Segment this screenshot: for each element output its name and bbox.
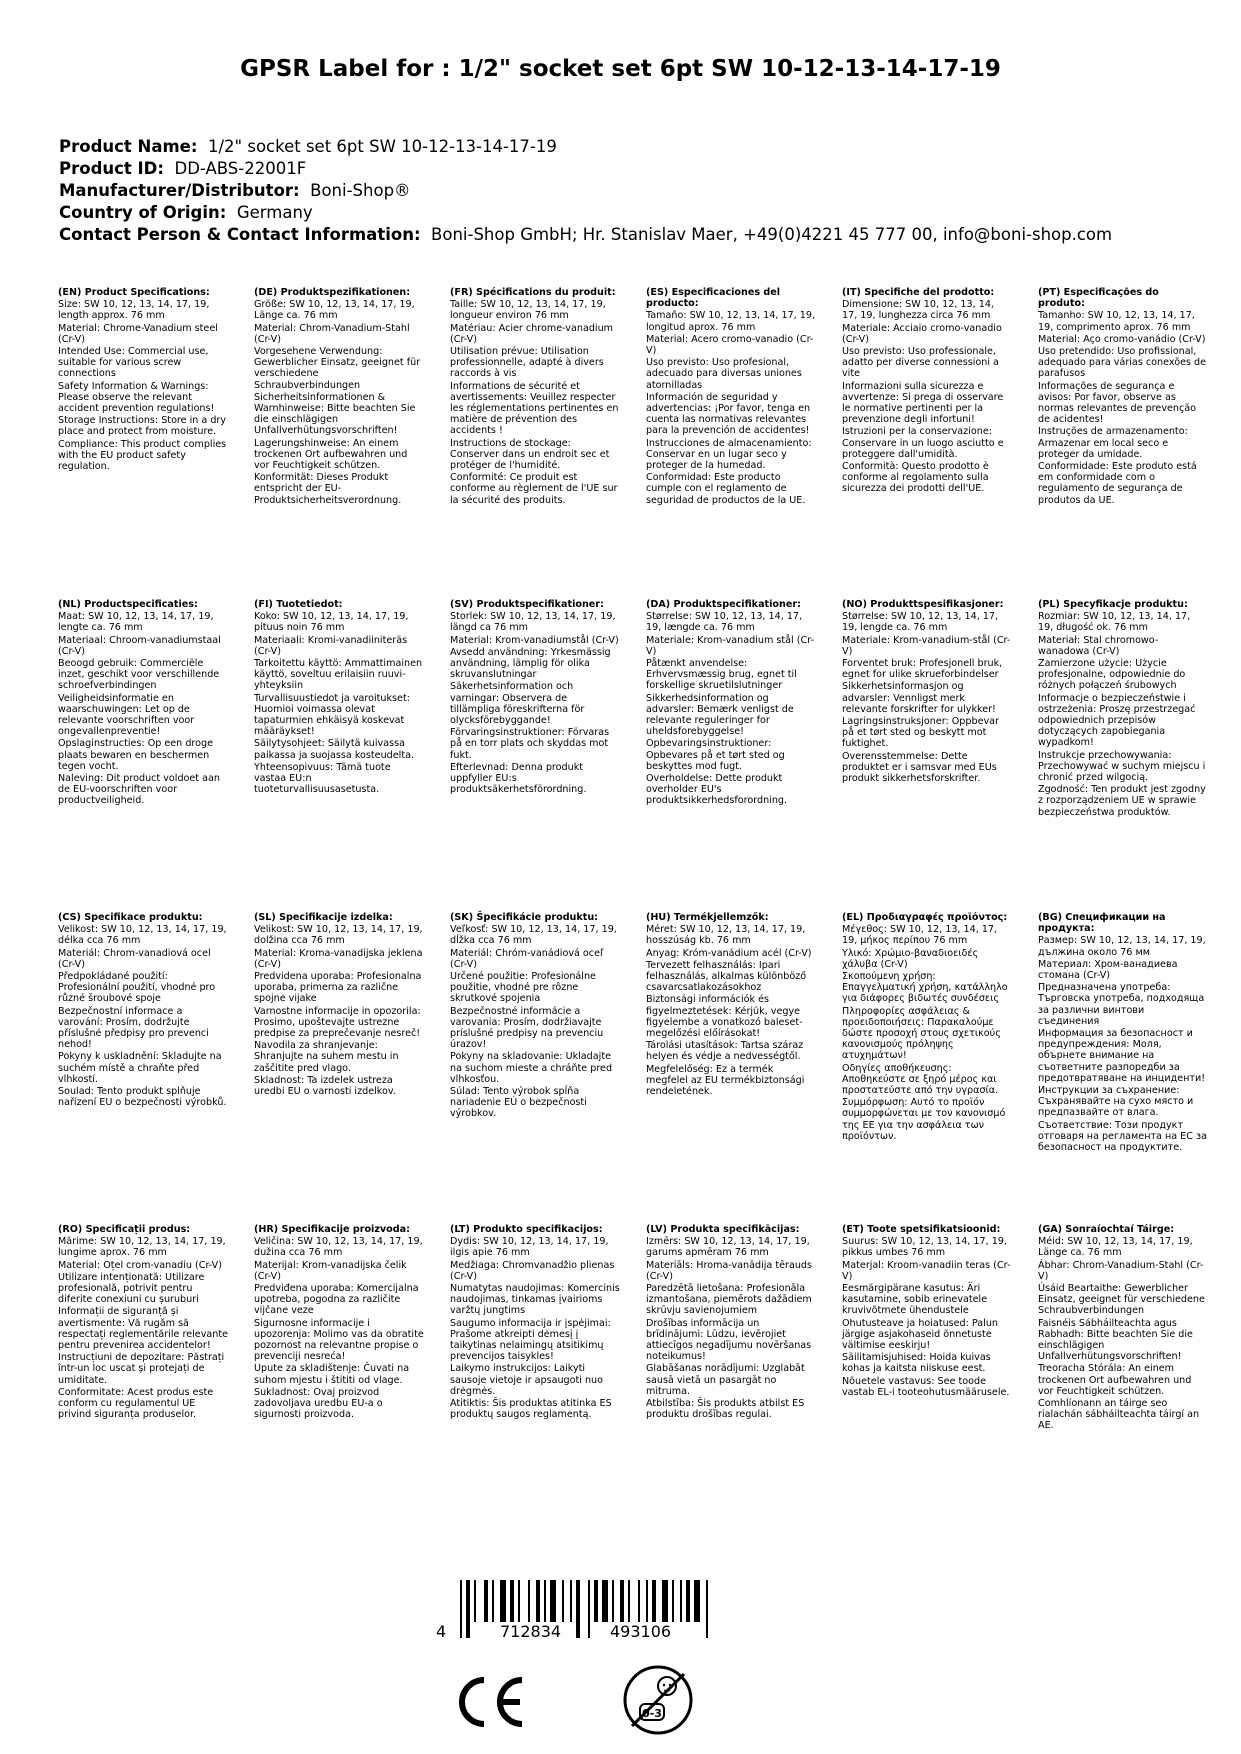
spec-line: Eesmärgipärane kasutus: Äri kasutamine, sobib erinevatele kruvivõtmete ühendustele bbox=[842, 1283, 988, 1317]
language-heading: (FI) Tuotetiedot: bbox=[254, 599, 343, 610]
language-heading: (LT) Produkto specifikacijos: bbox=[450, 1224, 603, 1235]
spec-line: Størrelse: SW 10, 12, 13, 14, 17, 19, længde ca. 76 mm bbox=[646, 611, 803, 634]
barcode-bar bbox=[628, 1580, 630, 1622]
spec-line: Materiale: Acciaio cromo-vanadio (Cr-V) bbox=[842, 322, 1002, 345]
spec-line: Soulad: Tento produkt splňuje nařízení EU o bezpečnosti výrobků. bbox=[58, 1086, 227, 1109]
marks-area bbox=[0, 1580, 1241, 1754]
language-block bbox=[1038, 1224, 1208, 1432]
spec-line: Izmērs: SW 10, 12, 13, 14, 17, 19, garums apmēram 76 mm bbox=[646, 1236, 810, 1259]
spec-line: Treoracha Stórála: An einem trockenen Ort aufbewahren und vor Feuchtigkeit schützen. bbox=[1038, 1363, 1192, 1397]
barcode-bar bbox=[686, 1580, 690, 1622]
spec-line: Material: Acero cromo-vanadio (Cr-V) bbox=[646, 333, 814, 357]
language-block bbox=[254, 287, 424, 506]
spec-line: Materiál: Chrom-vanadiová ocel (Cr-V) bbox=[58, 947, 211, 970]
info-label: Product ID: bbox=[59, 159, 164, 178]
spec-line: Faisnéis Sábháilteachta agus Rabhadh: Bitte beachten Sie die einschlägigen Unfallverhütungsvorschriften! bbox=[1038, 1317, 1193, 1363]
info-contact bbox=[59, 224, 1209, 246]
spec-line: Beoogd gebruik: Commerciële inzet, geschikt voor verschillende schroefverbindingen bbox=[58, 658, 220, 692]
spec-line: Lagringsinstruksjoner: Oppbevar på et tørt sted og beskytt mot fuktighet. bbox=[842, 716, 999, 750]
info-label: Manufacturer/Distributor: bbox=[59, 181, 300, 200]
spec-line: Material: Oțel crom-vanadiu (Cr-V) bbox=[58, 1259, 222, 1271]
spec-line: Instruções de armazenamento: Armazenar em local seco e proteger da umidade. bbox=[1038, 426, 1188, 460]
spec-line: Ohutusteave ja hoiatused: Palun järgige asjakohaseid õnnetuste vältimise eeskirju! bbox=[842, 1317, 998, 1352]
spec-line: Informações de segurança e avisos: Por favor, observe as normas relevantes de prevenção de acidentes! bbox=[1038, 380, 1197, 426]
barcode-bar bbox=[706, 1580, 708, 1638]
language-block bbox=[646, 1224, 816, 1420]
spec-line: Istruzioni per la conservazione: Conservare in un luogo asciutto e proteggere dall'umidità. bbox=[842, 426, 1004, 460]
language-block bbox=[646, 287, 816, 506]
barcode-bar bbox=[612, 1580, 614, 1622]
spec-line: Tervezett felhasználás: Ipari felhasználás, alkalmas különböző csavarcsatlakozásokhoz bbox=[646, 959, 807, 994]
spec-line: Bezpečnostní informace a varování: Prosím, dodržujte příslušné předpisy pro prevenci nehod! bbox=[58, 1005, 209, 1051]
spec-line: Materiál: Chróm-vanádiová oceľ (Cr-V) bbox=[450, 947, 604, 970]
spec-line: Materiaal: Chroom-vanadiumstaal (Cr-V) bbox=[58, 634, 221, 657]
spec-line: Ábhar: Chrom-Vanadium-Stahl (Cr-V) bbox=[1038, 1259, 1204, 1282]
info-product-id bbox=[59, 158, 1209, 180]
barcode-bar bbox=[510, 1580, 514, 1622]
spec-line: Mărime: SW 10, 12, 13, 14, 17, 19, lungime aprox. 76 mm bbox=[58, 1236, 226, 1259]
spec-line: Atitiktis: Šis produktas atitinka ES produktų saugos reglamentą. bbox=[450, 1398, 612, 1421]
spec-line: Numatytas naudojimas: Komercinis naudojimas, tinkamas įvairioms varžtų jungtims bbox=[450, 1283, 620, 1317]
language-heading: (ET) Toote spetsifikatsioonid: bbox=[842, 1224, 1001, 1235]
barcode-digits-left: 712834 bbox=[500, 1622, 562, 1641]
barcode-bar bbox=[484, 1580, 488, 1622]
spec-line: Vorgesehene Verwendung: Gewerblicher Einsatz, geeignet für verschiedene Schraubverbindungen bbox=[254, 346, 421, 391]
spec-line: Säilytysohjeet: Säilytä kuivassa paikassa ja suojassa kosteudelta. bbox=[254, 738, 415, 761]
spec-line: Predvidena uporaba: Profesionalna uporaba, primerna za različne spojne vijake bbox=[254, 971, 422, 1005]
language-block bbox=[58, 1224, 228, 1420]
barcode bbox=[460, 1580, 715, 1640]
spec-line: Материал: Хром-ванадиева стомана (Cr-V) bbox=[1038, 958, 1178, 982]
language-block bbox=[254, 1224, 424, 1420]
spec-line: Laikymo instrukcijos: Laikyti sausoje vietoje ir apsaugoti nuo drėgmės. bbox=[450, 1363, 603, 1397]
info-value: Germany bbox=[236, 203, 313, 222]
language-block bbox=[646, 599, 816, 807]
spec-line: Dimensione: SW 10, 12, 13, 14, 17, 19, lunghezza circa 76 mm bbox=[842, 299, 994, 322]
spec-line: Materiaali: Kromi-vanadiiniteräs (Cr-V) bbox=[254, 634, 408, 657]
info-label: Country of Origin: bbox=[59, 203, 227, 222]
spec-line: Σκοπούμενη χρήση: Επαγγελματική χρήση, κατάλληλο για διάφορες βιδωτές συνδέσεις bbox=[842, 971, 1008, 1005]
language-block bbox=[842, 599, 1012, 784]
spec-line: Predviđena uporaba: Komercijalna upotreba, pogodna za različite vijčane veze bbox=[254, 1283, 419, 1317]
info-value: DD-ABS-22001F bbox=[174, 159, 307, 178]
spec-line: Storlek: SW 10, 12, 13, 14, 17, 19, längd ca 76 mm bbox=[450, 611, 616, 634]
spec-line: Размер: SW 10, 12, 13, 14, 17, 19, дължина около 76 мм bbox=[1038, 935, 1206, 958]
spec-line: Uso previsto: Uso professionale, adatto per diverse connessioni a vite bbox=[842, 346, 999, 380]
language-block bbox=[842, 912, 1012, 1142]
spec-line: Veiligheidsinformatie en waarschuwingen: Let op de relevante voorschriften voor ongevallenpreventie! bbox=[58, 692, 195, 738]
page-title: GPSR Label for : 1/2" socket set 6pt SW 10-12-13-14-17-19 bbox=[240, 56, 1001, 82]
info-manufacturer bbox=[59, 180, 1209, 202]
language-block bbox=[842, 287, 1012, 495]
spec-line: Συμμόρφωση: Αυτό το προϊόν συμμορφώνεται με τον κανονισμό της ΕΕ για την ασφάλεια των προϊόντων. bbox=[842, 1097, 1006, 1142]
spec-line: Drošības informācija un brīdinājumi: Lūdzu, ievērojiet attiecīgos negadījumu novēršanas noteikumus! bbox=[646, 1317, 812, 1363]
barcode-bar bbox=[500, 1580, 506, 1622]
spec-line: Informazioni sulla sicurezza e avvertenze: Si prega di osservare le normative pertinenti per la prevenzione degli infortuni! bbox=[842, 380, 1004, 426]
spec-line: Medžiaga: Chromvanadžio plienas (Cr-V) bbox=[450, 1259, 615, 1282]
spec-line: Material: Aço cromo-vanádio (Cr-V) bbox=[1038, 333, 1206, 345]
spec-line: Uso pretendido: Uso profissional, adequado para várias conexões de parafusos bbox=[1038, 346, 1207, 380]
spec-line: Съответствие: Този продукт отговаря на регламента на ЕС за безопасност на продуктите. bbox=[1038, 1119, 1207, 1154]
spec-line: Koko: SW 10, 12, 13, 14, 17, 19, pituus noin 76 mm bbox=[254, 611, 409, 634]
spec-line: Materiał: Stal chromowo-wanadowa (Cr-V) bbox=[1038, 634, 1159, 657]
spec-line: Tarkoitettu käyttö: Ammattimainen käyttö, soveltuu erilaisiin ruuvi-yhteyksiin bbox=[254, 658, 423, 692]
barcode-bar bbox=[594, 1580, 598, 1622]
spec-line: Suurus: SW 10, 12, 13, 14, 17, 19, pikkus umbes 76 mm bbox=[842, 1236, 1007, 1259]
language-block bbox=[450, 1224, 620, 1420]
spec-line: Sukladnost: Ovaj proizvod zadovoljava uredbu EU-a o sigurnosti proizvoda. bbox=[254, 1386, 383, 1421]
spec-line: Información de seguridad y advertencias: ¡Por favor, tenga en cuenta las normativas relevantes para la prevención de accidentes! bbox=[646, 391, 811, 437]
spec-line: Overensstemmelse: Dette produktet er i samsvar med EUs produkt sikkerhetsforskrifter. bbox=[842, 750, 997, 785]
spec-line: Størrelse: SW 10, 12, 13, 14, 17, 19, lengde ca. 76 mm bbox=[842, 611, 999, 634]
spec-line: Size: SW 10, 12, 13, 14, 17, 19, length approx. 76 mm bbox=[58, 299, 210, 322]
spec-line: Forventet bruk: Profesjonell bruk, egnet for ulike skrueforbindelser bbox=[842, 658, 1003, 681]
spec-line: Bezpečnostné informácie a varovania: Prosím, dodržiavajte príslušné predpisy na prevenciu úrazov! bbox=[450, 1005, 604, 1051]
spec-line: Velikost: SW 10, 12, 13, 14, 17, 19, délka cca 76 mm bbox=[58, 924, 227, 947]
spec-line: Intended Use: Commercial use, suitable for various screw connections bbox=[58, 346, 209, 380]
spec-line: Paredzētā lietošana: Profesionāla izmantošana, piemērots dažādiem skrūvju savienojumiem bbox=[646, 1283, 812, 1317]
spec-line: Förvaringsinstruktioner: Förvaras på en torr plats och skyddas mot fukt. bbox=[450, 727, 610, 761]
spec-line: Veľkosť: SW 10, 12, 13, 14, 17, 19, dĺžka cca 76 mm bbox=[450, 924, 617, 947]
spec-line: Uso previsto: Uso profesional, adecuado para diversas uniones atornilladas bbox=[646, 357, 802, 391]
barcode-bar bbox=[588, 1580, 590, 1638]
spec-line: Μέγεθος: SW 10, 12, 13, 14, 17, 19, μήκος περίπου 76 mm bbox=[842, 924, 998, 947]
language-heading: (GA) Sonraíochtaí Táirge: bbox=[1038, 1224, 1175, 1235]
language-heading: (SV) Produktspecifikationer: bbox=[450, 599, 604, 610]
spec-line: Avsedd användning: Yrkesmässig användning, lämplig för olika skruvanslutningar bbox=[450, 646, 611, 681]
language-heading: (SL) Specifikacije izdelka: bbox=[254, 912, 393, 923]
spec-line: Navodila za shranjevanje: Shranjujte na suhem mestu in zaščitite pred vlago. bbox=[254, 1040, 399, 1074]
spec-line: Υλικό: Χρώμιο-βαναδιοειδές χάλυβα (Cr-V) bbox=[842, 947, 979, 970]
spec-line: Säkerhetsinformation och varningar: Observera de tillämpliga föreskrifterna för olycksförebyggande! bbox=[450, 681, 585, 727]
age-label: 0-3 bbox=[642, 1707, 662, 1720]
spec-line: Material: Chrome-Vanadium steel (Cr-V) bbox=[58, 322, 218, 345]
language-heading: (FR) Spécifications du produit: bbox=[450, 287, 616, 298]
spec-line: Matériau: Acier chrome-vanadium (Cr-V) bbox=[450, 322, 614, 345]
info-value: Boni-Shop GmbH; Hr. Stanislav Maer, +49(0)4221 45 777 00, info@boni-shop.com bbox=[431, 225, 1113, 244]
spec-line: Инструкции за съхранение: Съхранявайте на сухо място и предпазвайте от влага. bbox=[1038, 1085, 1194, 1119]
spec-line: Nõuetele vastavus: See toode vastab EL-i tooteohutusmäärusele. bbox=[842, 1375, 1010, 1398]
spec-line: Zamierzone użycie: Użycie profesjonalne, odpowiednie do różnych połączeń śrubowych bbox=[1038, 658, 1186, 692]
language-block bbox=[254, 599, 424, 795]
barcode-digit-first: 4 bbox=[436, 1622, 447, 1641]
spec-line: Tárolási utasítások: Tartsa száraz helyen és védje a nedvességtől. bbox=[646, 1040, 804, 1063]
not-for-children-0-3-icon bbox=[622, 1664, 694, 1736]
barcode-bar bbox=[460, 1580, 462, 1638]
barcode-bar bbox=[550, 1580, 556, 1622]
spec-line: Méid: SW 10, 12, 13, 14, 17, 19, Länge ca. 76 mm bbox=[1038, 1236, 1193, 1259]
spec-line: Compliance: This product complies with the EU product safety regulation. bbox=[58, 438, 227, 473]
language-heading: (BG) Спецификации на продукта: bbox=[1038, 912, 1166, 935]
spec-line: Méret: SW 10, 12, 13, 14, 17, 19, hosszúság kb. 76 mm bbox=[646, 924, 806, 947]
barcode-digits-right: 493106 bbox=[610, 1622, 672, 1641]
spec-line: Glabāšanas norādījumi: Uzglabāt sausā vietā un pasargāt no mitruma. bbox=[646, 1363, 805, 1397]
language-block bbox=[58, 599, 228, 807]
product-info bbox=[59, 136, 1209, 246]
spec-line: Opbevaringsinstruktioner: Opbevares på et tørt sted og beskyttes mod fugt. bbox=[646, 738, 785, 772]
language-heading: (RO) Specificații produs: bbox=[58, 1224, 191, 1235]
spec-line: Dydis: SW 10, 12, 13, 14, 17, 19, ilgis apie 76 mm bbox=[450, 1236, 609, 1259]
info-product-name bbox=[59, 136, 1209, 158]
spec-line: Instrucciones de almacenamiento: Conservar en un lugar seco y proteger de la humedad. bbox=[646, 437, 812, 472]
spec-line: Materjal: Kroom-vanadiin teras (Cr-V) bbox=[842, 1259, 1011, 1282]
spec-line: Lagerungshinweise: An einem trockenen Ort aufbewahren und vor Feuchtigkeit schützen. bbox=[254, 437, 408, 472]
spec-line: Информация за безопасност и предупреждения: Моля, обърнете внимание на съответните разпоредби за предотвратяване на инциденти! bbox=[1038, 1028, 1206, 1084]
spec-line: Informations de sécurité et avertissements: Veuillez respecter les réglementations pertinentes en matière de prévention des accidents ! bbox=[450, 380, 619, 437]
spec-line: Instrucțiuni de depozitare: Păstrați într-un loc uscat și protejați de umiditate. bbox=[58, 1352, 225, 1386]
barcode-bar bbox=[536, 1580, 540, 1622]
spec-line: Conformidad: Este producto cumple con el reglamento de seguridad de productos de la UE. bbox=[646, 472, 806, 506]
language-heading: (ES) Especificaciones del producto: bbox=[646, 287, 781, 310]
spec-line: Materiale: Krom-vanadium-stål (Cr-V) bbox=[842, 634, 1011, 657]
spec-line: Overholdelse: Dette produkt overholder EU's produktsikkerhedsforordning. bbox=[646, 773, 788, 807]
spec-line: Comhlíonann an táirge seo rialachán sábháilteachta táirgí an AE. bbox=[1038, 1398, 1200, 1432]
spec-line: Pokyny na skladovanie: Ukladajte na suchom mieste a chráňte pred vlhkosťou. bbox=[450, 1051, 613, 1085]
barcode-bar bbox=[528, 1580, 530, 1622]
spec-line: Πληροφορίες ασφάλειας & προειδοποιήσεις: Παρακαλούμε δώστε προσοχή στους σχετικούς κανονισμούς πρόληψης ατυχημάτων! bbox=[842, 1005, 1001, 1062]
language-heading: (EL) Προδιαγραφές προϊόντος: bbox=[842, 912, 1008, 923]
spec-line: Pokyny k uskladnění: Skladujte na suchém místě a chraňte před vlhkostí. bbox=[58, 1051, 222, 1085]
spec-line: Tamanho: SW 10, 12, 13, 14, 17, 19, comprimento aprox. 76 mm bbox=[1038, 310, 1195, 333]
barcode-bar bbox=[620, 1580, 624, 1622]
language-block bbox=[1038, 599, 1208, 818]
language-heading: (IT) Specifiche del prodotto: bbox=[842, 287, 995, 298]
spec-line: Atbilstība: Šis produkts atbilst ES produktu drošības regulai. bbox=[646, 1398, 805, 1421]
info-country bbox=[59, 202, 1209, 224]
spec-line: Utilizare intenționată: Utilizare profesională, potrivit pentru diferite conexiuni cu șuruburi bbox=[58, 1271, 205, 1306]
spec-line: Säilitamisjuhised: Hoida kuivas kohas ja kaitsta niiskuse eest. bbox=[842, 1352, 991, 1375]
spec-line: Conformità: Questo prodotto è conforme al regolamento sulla sicurezza dei prodotti dell'UE. bbox=[842, 461, 989, 495]
info-value: 1/2" socket set 6pt SW 10-12-13-14-17-19 bbox=[207, 137, 557, 156]
spec-line: Upute za skladištenje: Čuvati na suhom mjestu i štititi od vlage. bbox=[254, 1363, 410, 1386]
language-block bbox=[842, 1224, 1012, 1398]
barcode-bar bbox=[694, 1580, 700, 1622]
spec-line: Zgodność: Ten produkt jest zgodny z rozporządzeniem UE w sprawie bezpieczeństwa produktów. bbox=[1038, 784, 1206, 818]
spec-line: Opslaginstructies: Op een droge plaats bewaren en beschermen tegen vocht. bbox=[58, 738, 213, 772]
language-heading: (DA) Produktspecifikationer: bbox=[646, 599, 801, 610]
spec-line: Anyag: Króm-vanádium acél (Cr-V) bbox=[646, 947, 812, 959]
language-heading: (SK) Špecifikácie produktu: bbox=[450, 912, 599, 923]
spec-line: Größe: SW 10, 12, 13, 14, 17, 19, Länge ca. 76 mm bbox=[254, 299, 415, 322]
info-label: Contact Person & Contact Information: bbox=[59, 225, 421, 244]
spec-line: Veličina: SW 10, 12, 13, 14, 17, 19, dužina cca 76 mm bbox=[254, 1236, 423, 1259]
language-heading: (PT) Especificações do produto: bbox=[1038, 287, 1159, 310]
spec-line: Varnostne informacije in opozorila: Prosimo, upoštevajte ustrezne predpise za preprečevanje nesreč! bbox=[254, 1005, 421, 1040]
spec-line: Materijal: Krom-vanadijska čelik (Cr-V) bbox=[254, 1259, 407, 1282]
spec-line: Предназначена употреба: Търговска употреба, подходяща за различни винтови съединения bbox=[1038, 982, 1205, 1027]
barcode-bar bbox=[602, 1580, 608, 1622]
spec-line: Instrukcje przechowywania: Przechowywać w suchym miejscu i chronić przed wilgocią. bbox=[1038, 749, 1206, 784]
language-block bbox=[1038, 287, 1208, 506]
info-value: Boni-Shop® bbox=[310, 181, 411, 200]
barcode-bar bbox=[646, 1580, 648, 1622]
spec-line: Saugumo informacija ir įspėjimai: Prašome atkreipti dėmesį į taikytinas nelaimingų atsitikimų prevencijos taisykles! bbox=[450, 1317, 611, 1363]
language-block bbox=[1038, 912, 1208, 1153]
barcode-bar bbox=[638, 1580, 640, 1622]
spec-line: Biztonsági információk és figyelmeztetések: Kérjük, vegye figyelembe a vonatkozó baleset-megelőzési előírásokat! bbox=[646, 994, 803, 1040]
spec-line: Maat: SW 10, 12, 13, 14, 17, 19, lengte ca. 76 mm bbox=[58, 611, 214, 634]
barcode-bar bbox=[576, 1580, 580, 1638]
barcode-bar bbox=[492, 1580, 494, 1622]
language-block bbox=[646, 912, 816, 1097]
spec-line: Conformitate: Acest produs este conform cu regulamentul UE privind siguranța produselor. bbox=[58, 1386, 214, 1421]
spec-line: Informacje o bezpieczeństwie i ostrzeżenia: Proszę przestrzegać odpowiednich przepisów dotyczących zapobiegania wypadkom! bbox=[1038, 692, 1196, 749]
spec-line: Sicherheitsinformationen & Warnhinweise: Bitte beachten Sie die einschlägigen Unfallverhütungsvorschriften! bbox=[254, 391, 416, 437]
spec-line: Safety Information & Warnings: Please observe the relevant accident prevention regulations! bbox=[58, 380, 215, 415]
spec-line: Předpokládané použití: Profesionální použití, vhodné pro různé šroubové spoje bbox=[58, 971, 216, 1005]
barcode-bar bbox=[570, 1580, 572, 1622]
barcode-bar bbox=[652, 1580, 656, 1622]
language-block bbox=[58, 287, 228, 472]
spec-line: Skladnost: Ta izdelek ustreza uredbi EU o varnosti izdelkov. bbox=[254, 1074, 396, 1098]
spec-line: Sigurnosne informacije i upozorenja: Molimo vas da obratite pozornost na relevantne propise o prevenciji nesreća! bbox=[254, 1317, 424, 1363]
spec-line: Utilisation prévue: Utilisation professionnelle, adapté à divers raccords à vis bbox=[450, 346, 604, 380]
spec-line: Konformität: Dieses Produkt entspricht der EU-Produktsicherheitsverordnung. bbox=[254, 472, 402, 506]
language-heading: (LV) Produkta specifikācijas: bbox=[646, 1224, 800, 1235]
barcode-bar bbox=[662, 1580, 668, 1622]
language-heading: (PL) Specyfikacje produktu: bbox=[1038, 599, 1188, 610]
spec-line: Sikkerhedsinformation og advarsler: Bemærk venligst de relevante reguleringer for uheldsforebyggelse! bbox=[646, 692, 794, 738]
spec-line: Informații de siguranță și avertismente: Vă rugăm să respectați reglementările relevante pentru prevenirea accidentelor! bbox=[58, 1306, 229, 1352]
barcode-bar bbox=[672, 1580, 674, 1622]
language-heading: (NL) Productspecificaties: bbox=[58, 599, 198, 610]
spec-line: Súlad: Tento výrobok spĺňa nariadenie EÚ o bezpečnosti výrobkov. bbox=[450, 1086, 587, 1120]
spec-line: Turvallisuustiedot ja varoitukset: Huomioi voimassa olevat tapaturmien ehkäisyä koskevat määräykset! bbox=[254, 692, 410, 738]
spec-line: Určené použitie: Profesionálne použitie, vhodné pre rôzne skrutkové spojenia bbox=[450, 971, 596, 1005]
barcode-bar bbox=[544, 1580, 546, 1622]
language-heading: (DE) Produktspezifikationen: bbox=[254, 287, 411, 298]
spec-line: Conformité: Ce produit est conforme au règlement de l'UE sur la sécurité des produits. bbox=[450, 472, 618, 506]
spec-line: Taille: SW 10, 12, 13, 14, 17, 19, longueur environ 76 mm bbox=[450, 299, 606, 322]
ce-mark-icon bbox=[450, 1672, 530, 1732]
language-block bbox=[450, 287, 620, 506]
language-heading: (HU) Termékjellemzők: bbox=[646, 912, 769, 923]
spec-line: Úsáid Beartaithe: Gewerblicher Einsatz, geeignet für verschiedene Schraubverbindungen bbox=[1038, 1283, 1205, 1317]
spec-line: Material: Chrom-Vanadium-Stahl (Cr-V) bbox=[254, 322, 410, 345]
spec-line: Naleving: Dit product voldoet aan de EU-voorschriften voor productveiligheid. bbox=[58, 773, 220, 807]
spec-line: Velikost: SW 10, 12, 13, 14, 17, 19, dolžina cca 76 mm bbox=[254, 924, 423, 947]
spec-line: Påtænkt anvendelse: Erhvervsmæssig brug, egnet til forskellige skruetilslutninger bbox=[646, 658, 797, 692]
language-heading: (NO) Produkttspesifikasjoner: bbox=[842, 599, 1004, 610]
spec-line: Instructions de stockage: Conserver dans un endroit sec et protéger de l'humidité. bbox=[450, 437, 610, 472]
language-heading: (CS) Specifikace produktu: bbox=[58, 912, 203, 923]
language-block bbox=[58, 912, 228, 1108]
spec-line: Sikkerhetsinformasjon og advarsler: Vennligst merk relevante forskrifter for ulykker! bbox=[842, 681, 996, 715]
spec-line: Materiale: Krom-vanadium stål (Cr-V) bbox=[646, 634, 814, 657]
info-label: Product Name: bbox=[59, 137, 198, 156]
barcode-bar bbox=[466, 1580, 470, 1638]
language-block bbox=[450, 912, 620, 1120]
barcode-bar bbox=[680, 1580, 682, 1622]
language-heading: (HR) Specifikacije proizvoda: bbox=[254, 1224, 410, 1235]
spec-line: Conformidade: Este produto está em conformidade com o regulamento de segurança de produtos da UE. bbox=[1038, 461, 1197, 506]
spec-line: Tamaño: SW 10, 12, 13, 14, 17, 19, longitud aprox. 76 mm bbox=[646, 310, 816, 333]
spec-line: Οδηγίες αποθήκευσης: Αποθηκεύστε σε ξηρό μέρος και προστατεύστε από την υγρασία. bbox=[842, 1062, 999, 1097]
language-block bbox=[450, 599, 620, 795]
barcode-bar bbox=[562, 1580, 564, 1622]
spec-line: Rozmiar: SW 10, 12, 13, 14, 17, 19, długość ok. 76 mm bbox=[1038, 611, 1191, 634]
language-block bbox=[254, 912, 424, 1097]
spec-line: Megfelelőség: Ez a termék megfelel az EU termékbiztonsági rendeletének. bbox=[646, 1063, 805, 1098]
spec-line: Storage Instructions: Store in a dry place and protect from moisture. bbox=[58, 415, 227, 438]
spec-line: Yhteensopivuus: Tämä tuote vastaa EU:n tuoteturvallisuusasetusta. bbox=[254, 761, 391, 796]
barcode-bar bbox=[518, 1580, 520, 1622]
spec-line: Material: Kroma-vanadijska jeklena (Cr-V) bbox=[254, 947, 423, 970]
barcode-bar bbox=[474, 1580, 476, 1622]
spec-line: Materiāls: Hroma-vanādija tērauds (Cr-V) bbox=[646, 1259, 813, 1282]
language-heading: (EN) Product Specifications: bbox=[58, 287, 210, 298]
spec-line: Material: Krom-vanadiumstål (Cr-V) bbox=[450, 634, 619, 646]
spec-line: Efterlevnad: Denna produkt uppfyller EU:s produktsäkerhetsförordning. bbox=[450, 761, 587, 796]
